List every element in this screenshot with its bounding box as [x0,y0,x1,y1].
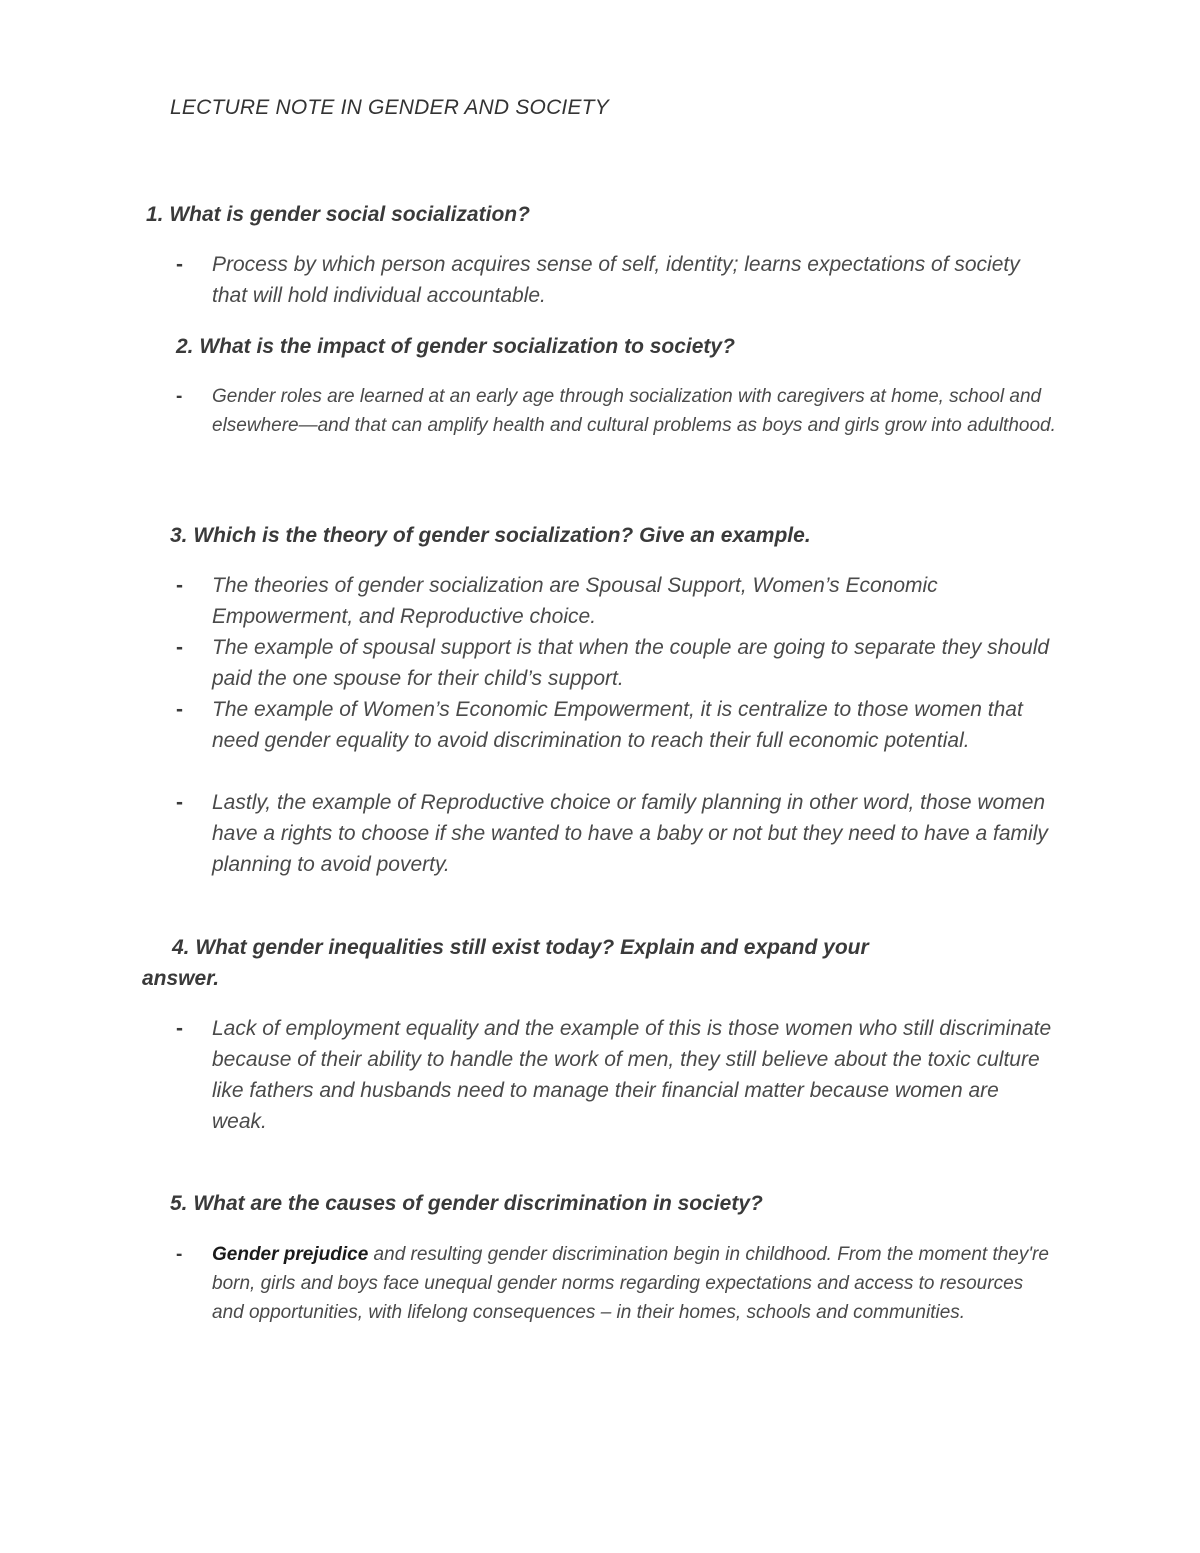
question-4-line1: 4. What gender inequalities still exist today? Explain and expand your [172,936,869,959]
answer-text: Lack of employment equality and the example of this is those women who still discriminate because of their ability to handle the work of men, they still believe about the toxic culture like fathers and husbands need to manage their financial matter because women are weak. [212,1017,1052,1133]
answer-text: The theories of gender socialization are Spousal Support, Women’s Economic Empowerment, and Reproductive choice. [212,574,938,628]
answer-3-3 [176,694,1056,756]
answer-text: The example of spousal support is that when the couple are going to separate they should paid the one spouse for their child’s support. [212,636,1050,690]
question-4-line2: answer. [142,967,220,990]
answer-text: Lastly, the example of Reproductive choice or family planning in other word, those women have a rights to choose if she wanted to have a baby or not but they need to have a family planning to avoid poverty. [212,791,1048,876]
question-5: 5. What are the causes of gender discrimination in society? [170,1192,763,1215]
answer-3-1 [176,570,1056,632]
question-1: 1. What is gender social socialization? [146,203,530,226]
bullet-dash: - [176,636,183,659]
bullet-dash: - [176,698,183,721]
bullet-dash: - [176,386,183,407]
answer-text-rest: and resulting gender discrimination begin in childhood. From the moment they're born, girls and boys face unequal gender norms regarding expectations and access to resources and opportunities, with lifelong consequences – in their homes, schools and communities. [212,1244,1049,1323]
question-3: 3. Which is the theory of gender socialization? Give an example. [170,524,811,547]
bullet-dash: - [176,791,183,814]
answer-5-1 [176,1240,1056,1327]
bullet-dash: - [176,574,183,597]
question-2: 2. What is the impact of gender socialization to society? [176,335,735,358]
answer-text [212,1240,1056,1327]
answer-1-1 [176,249,1056,311]
answer-4-1 [176,1013,1056,1137]
bullet-dash: - [176,253,183,276]
bullet-dash: - [176,1244,183,1265]
answer-text: The example of Women’s Economic Empowerment, it is centralize to those women that need gender equality to avoid discrimination to reach their full economic potential. [212,698,1023,752]
bold-term: Gender prejudice [212,1244,369,1265]
page-title: LECTURE NOTE IN GENDER AND SOCIETY [170,96,609,119]
answer-text: Process by which person acquires sense of self, identity; learns expectations of society that will hold individual accountable. [212,253,1020,307]
answer-3-4 [176,787,1056,880]
answer-text: Gender roles are learned at an early age through socialization with caregivers at home, school and elsewhere—and that can amplify health and cultural problems as boys and girls grow into adulthood. [212,386,1056,436]
answer-2-1 [176,382,1056,440]
bullet-dash: - [176,1017,183,1040]
answer-3-2 [176,632,1056,694]
